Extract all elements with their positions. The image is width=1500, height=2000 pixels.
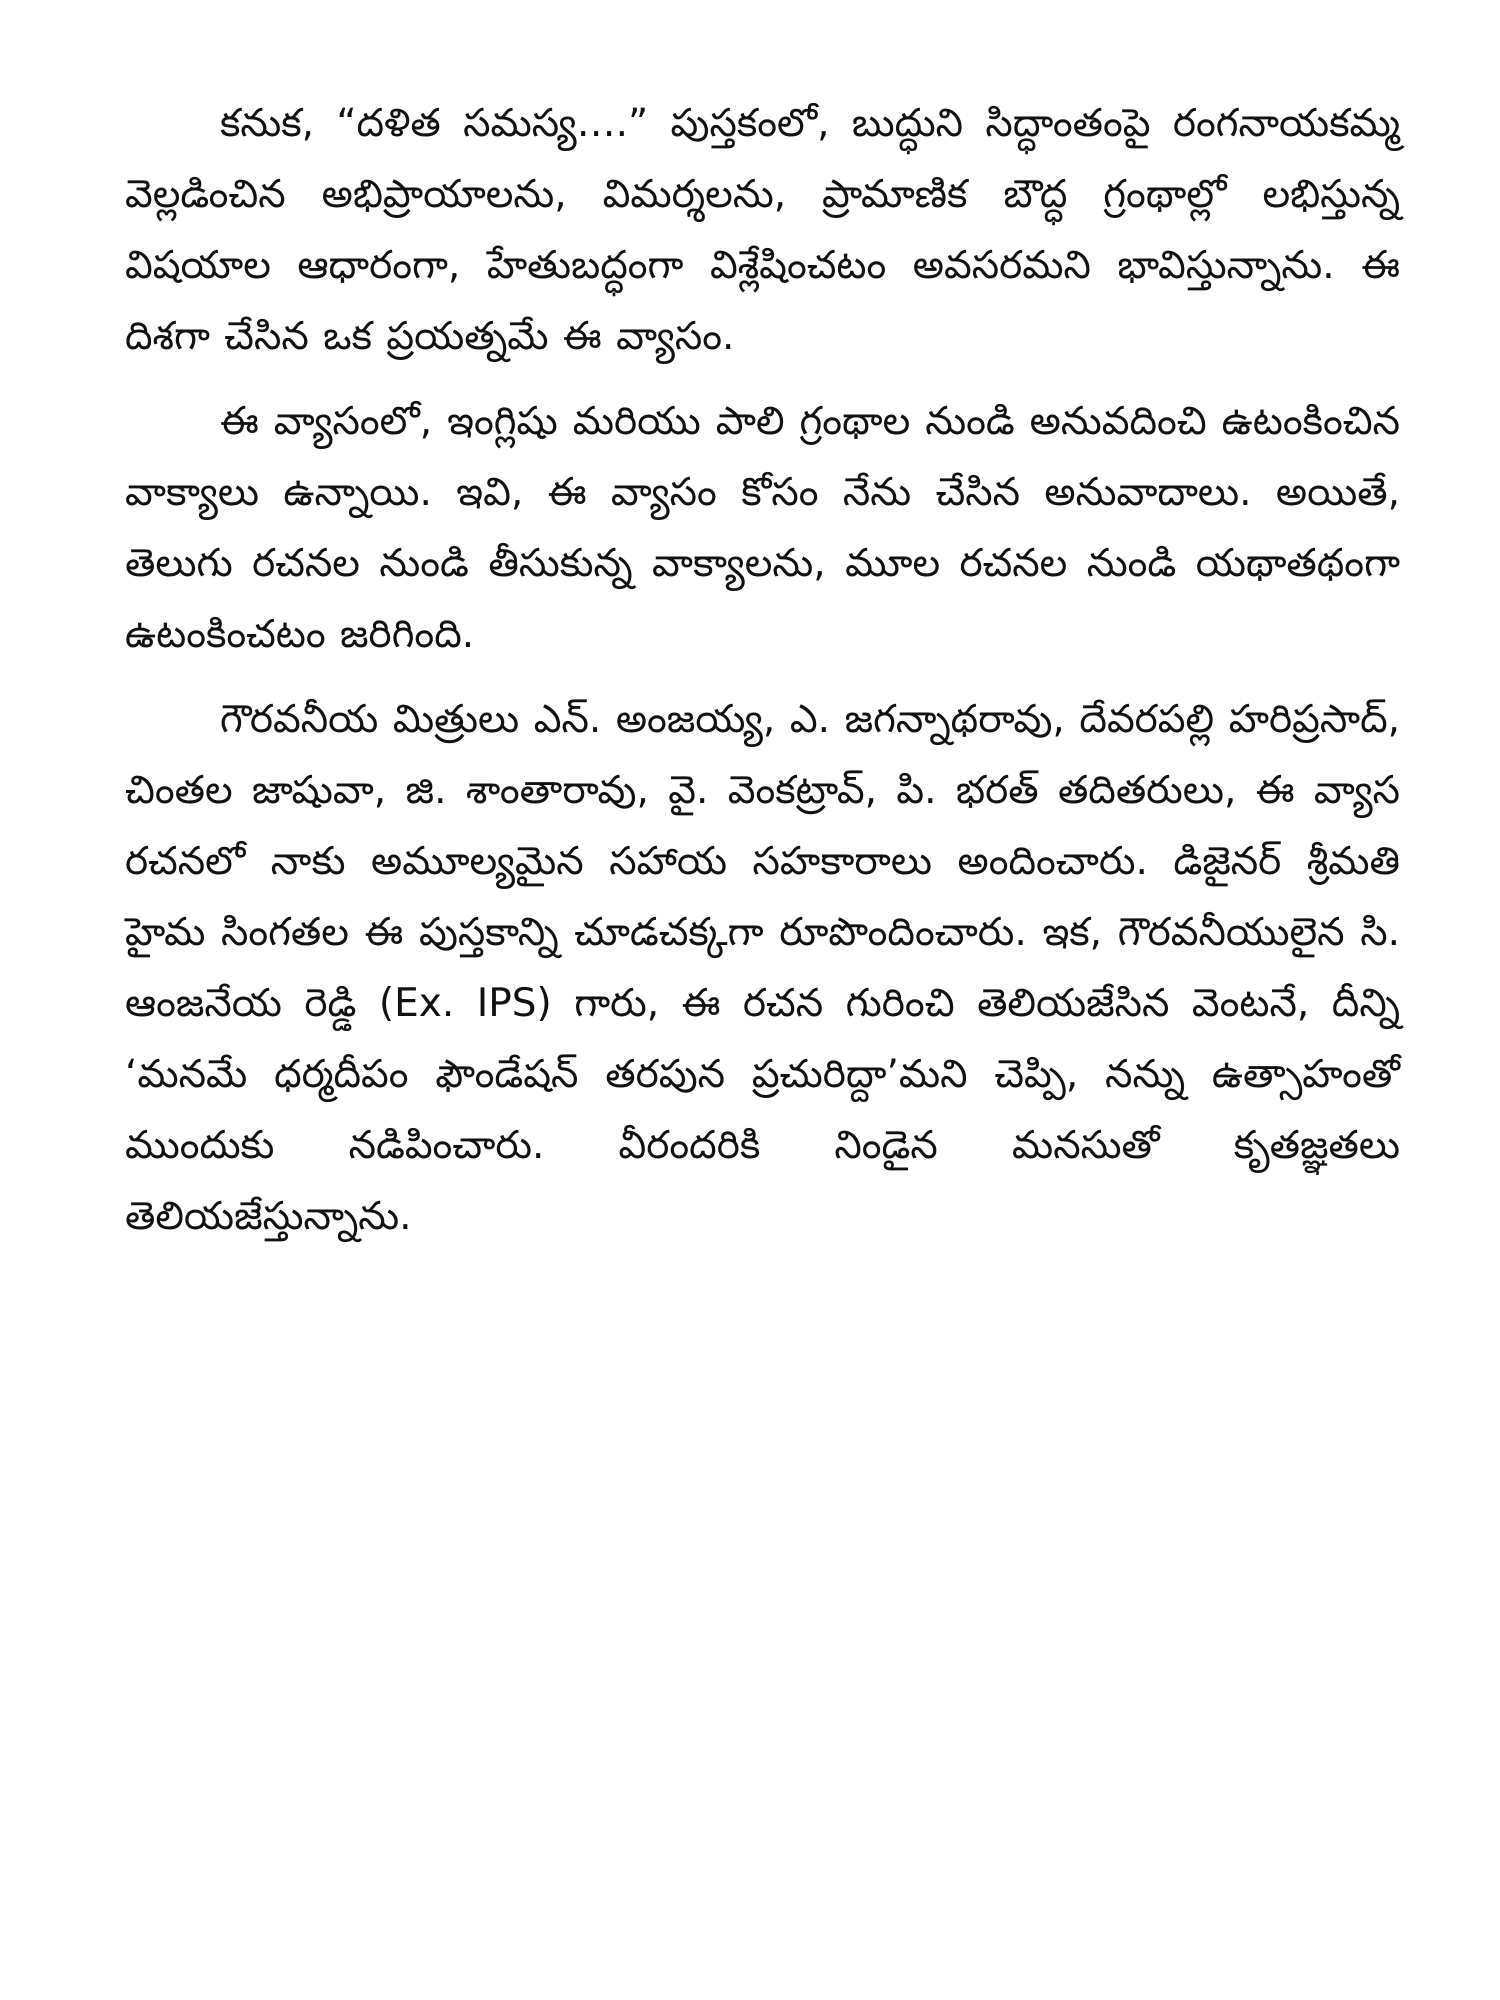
- paragraph-2: ఈ వ్యాసంలో, ఇంగ్లిషు మరియు పాలి గ్రంథాల నుండి అనువదించి ఉటంకించిన వాక్యాలు ఉన్నాయి. ఇవి, ఈ వ్యాసం కోసం నేను చేసిన అనువాదాలు. అయితే, తెలుగు రచనల నుండి తీసుకున్న వాక్యాలను, మూల రచనల నుండి యథాతథంగా ఉటంకించటం జరిగింది.: [125, 399, 1400, 657]
- paragraph-1: కనుక, “దళిత సమస్య….” పుస్తకంలో, బుద్ధుని సిద్ధాంతంపై రంగనాయకమ్మ వెల్లడించిన అభిప్రాయాలను, విమర్శలను, ప్రామాణిక బౌద్ధ గ్రంథాల్లో లభిస్తున్న విషయాల ఆధారంగా, హేతుబద్ధంగా విశ్లేషించటం అవసరమని భావిస్తున్నాను. ఈ దిశగా చేసిన ఒక ప్రయత్నమే ఈ వ్యాసం.: [125, 101, 1400, 359]
- body-text: [125, 88, 1400, 1266]
- paragraph-3: గౌరవనీయ మిత్రులు ఎన్. అంజయ్య, ఎ. జగన్నాథరావు, దేవరపల్లి హరిప్రసాద్, చింతల జాషువా, జి. శాంతారావు, వై. వెంకట్రావ్, పి. భరత్ తదితరులు, ఈ వ్యాస రచనలో నాకు అమూల్యమైన సహాయ సహకారాలు అందించారు. డిజైనర్ శ్రీమతి హైమ సింగతల ఈ పుస్తకాన్ని చూడచక్కగా రూపొందించారు. ఇక, గౌరవనీయులైన సి. ఆంజనేయ రెడ్డి (Ex. IPS) గారు, ఈ రచన గురించి తెలియజేసిన వెంటనే, దీన్ని ‘మనమే ధర్మదీపం ఫౌండేషన్ తరపున ప్రచురిద్దా’మని చెప్పి, నన్ను ఉత్సాహంతో ముందుకు నడిపించారు. వీరందరికి నిండైన మనసుతో కృతజ్ఞతలు తెలియజేస్తున్నాను.: [125, 697, 1400, 1239]
